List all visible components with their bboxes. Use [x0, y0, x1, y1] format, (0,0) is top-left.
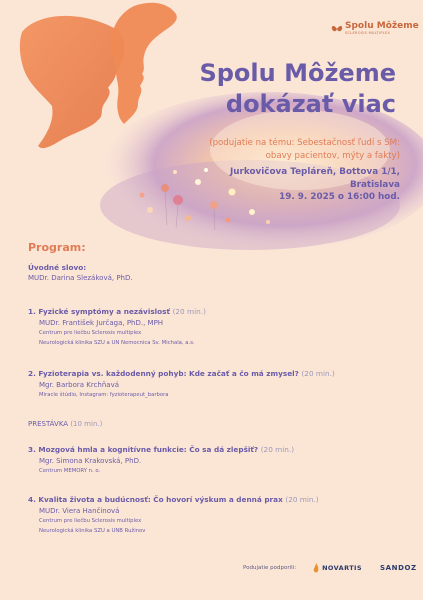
venue-address: Jurkovičova Tepláreň, Bottova 1/1, — [229, 167, 400, 177]
item-title: 4. Kvalita života a budúcnosť: Čo hovorí výskum a denná prax — [28, 495, 283, 504]
program-heading: Program: — [28, 241, 86, 254]
topic-line-2: obavy pacientov, mýty a fakty) — [265, 151, 400, 161]
butterfly-right-wing — [112, 3, 177, 124]
venue-city: Bratislava — [349, 179, 400, 190]
item-speaker: MUDr. Viera Hančinová — [39, 507, 120, 515]
butterfly-logo-icon — [331, 23, 343, 35]
item-title: 1. Fyzické symptómy a nezávislosť — [28, 307, 171, 316]
sponsors-bar — [243, 563, 417, 573]
item-affiliation: Centrum MEMORY n. o. — [39, 468, 101, 474]
item-speaker: MUDr. František Jurčaga, PhD., MPH — [39, 319, 164, 327]
item-affiliation: Miracle štúdio, Instagram: fyzioterapeut_barbora — [39, 392, 169, 398]
item-title: 2. Fyzioterapia vs. každodenný pohyb: Kde začať a čo má zmysel? — [28, 369, 299, 378]
topic-line-1: (podujatie na tému: Sebestačnosť ľudí s SM: — [209, 138, 400, 148]
novartis-flame-icon — [312, 563, 320, 573]
event-topic — [160, 137, 400, 163]
item-affiliation: Centrum pre liečbu Sclerosis multiplex — [39, 330, 142, 336]
break-duration: (10 min.) — [70, 420, 103, 428]
item-affiliation: Centrum pre liečbu Sclerosis multiplex — [39, 518, 142, 524]
item-affiliation: Neurologická klinika SZU a UN Nemocnica Sv. Michala, a.s. — [39, 339, 195, 346]
sponsors-label: Podujatie podporili: — [243, 565, 297, 571]
event-venue — [160, 166, 400, 204]
item-speaker: Mgr. Barbora Krchňavá — [39, 381, 120, 389]
intro-section — [28, 262, 133, 284]
item-duration: (20 min.) — [260, 445, 295, 454]
item-duration: (20 min.) — [301, 369, 335, 378]
event-date-time: 19. 9. 2025 o 16:00 hod. — [279, 192, 400, 202]
item-affiliation: Neurologická klinika SZU a UNB Ružinov — [39, 527, 146, 534]
novartis-logo — [312, 563, 362, 573]
logo-name: Spolu Môžeme — [345, 21, 419, 31]
program-item — [28, 306, 206, 348]
novartis-name: NOVARTIS — [322, 564, 362, 572]
item-duration: (20 min.) — [172, 307, 206, 316]
butterfly-left-wing — [20, 16, 125, 148]
program-item — [28, 494, 319, 536]
title-line-1: Spolu Môžeme — [199, 59, 396, 87]
intro-speaker: MUDr. Darina Slezáková, PhD. — [28, 274, 133, 282]
logo-tagline: SCLEROSIS MULTIPLEX — [345, 31, 391, 35]
item-speaker: Mgr. Simona Krakovská, PhD. — [39, 457, 142, 465]
sandoz-logo: SANDOZ — [379, 564, 417, 572]
break-label: PRESTÁVKA — [28, 420, 69, 428]
event-title — [199, 58, 396, 120]
title-line-2: dokázať viac — [225, 90, 396, 118]
spolu-mozeme-logo — [331, 22, 419, 35]
intro-label: Úvodné slovo: — [28, 263, 87, 272]
program-item — [28, 444, 294, 477]
break-item — [28, 419, 102, 430]
program-item — [28, 368, 335, 401]
item-duration: (20 min.) — [285, 495, 319, 504]
item-title: 3. Mozgová hmla a kognitívne funkcie: Čo sa dá zlepšiť? — [28, 445, 259, 454]
